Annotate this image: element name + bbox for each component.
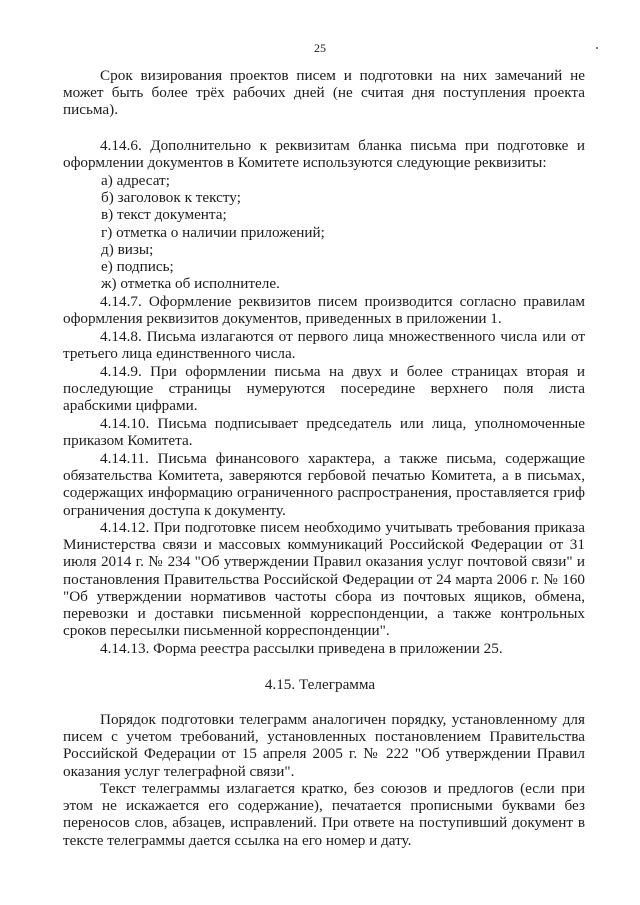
paragraph-telegram-procedure: Порядок подготовки телеграмм аналогичен порядку, установленному для писем с учетом требований, установленных постановлением Правительства Российской Федерации от 15 апреля 2005 г. № 222 "Об утверждении Правил оказания услуг телеграфной связи". (63, 711, 585, 780)
list-item: ж) отметка об исполнителе. (101, 275, 280, 293)
list-item: а) адресат; (101, 172, 170, 189)
paragraph-4-14-13: 4.14.13. Форма реестра рассылки приведена в приложении 25. (100, 640, 503, 657)
paragraph-4-14-6: 4.14.6. Дополнительно к реквизитам бланка письма при подготовке и оформлении документов в Комитете используются следующие реквизиты: (63, 137, 585, 172)
list-item: б) заголовок к тексту; (101, 189, 241, 207)
paragraph-approval-deadline: Срок визирования проектов писем и подготовки на них замечаний не может быть более трёх рабочих дней (не считая дня поступления проекта письма). (63, 67, 585, 119)
list-item: в) текст документа; (101, 206, 227, 224)
paragraph-telegram-text: Текст телеграммы излагается кратко, без союзов и предлогов (если при этом не искажается его содержание), печатается прописными буквами без переносов слов, абзацев, исправлений. При ответе на поступивший документ в тексте телеграммы дается ссылка на его номер и дату. (63, 780, 585, 849)
paragraph-4-14-12: 4.14.12. При подготовке писем необходимо учитывать требования приказа Министерства связи и массовых коммуникаций Российской Федерации от 31 июля 2014 г. № 234 "Об утверждении Правил оказания услуг почтовой связи" и постановления Правительства Российской Федерации от 24 марта 2006 г. № 160 "Об утверждении нормативов частоты сбора из почтовых ящиков, обмена, перевозки и доставки письменной корреспонденции, а также контрольных сроков пересылки письменной корреспонденции". (63, 519, 585, 640)
list-item: г) отметка о наличии приложений; (101, 223, 325, 241)
paragraph-4-14-10: 4.14.10. Письма подписывает председатель или лица, уполномоченные приказом Комитета. (63, 415, 585, 450)
section-heading-telegram: 4.15. Телеграмма (264, 676, 376, 693)
paragraph-4-14-11: 4.14.11. Письма финансового характера, а также письма, содержащие обязательства Комитета, заверяются гербовой печатью Комитета, а в письмах, содержащих информацию ограниченного распространения, проставляется гриф ограничения доступа к документу. (63, 450, 585, 519)
paragraph-4-14-9: 4.14.9. При оформлении письма на двух и более страницах вторая и последующие страницы нумеруются посередине верхнего поля листа арабскими цифрами. (63, 363, 585, 415)
list-item: е) подпись; (101, 258, 174, 276)
page-number: 25 (314, 41, 326, 55)
requisites-list (101, 172, 325, 292)
scan-speck (596, 47, 598, 49)
paragraph-4-14-8: 4.14.8. Письма излагаются от первого лица множественного числа или от третьего лица единственного числа. (63, 328, 585, 363)
list-item: д) визы; (101, 240, 154, 258)
paragraph-4-14-7: 4.14.7. Оформление реквизитов писем производится согласно правилам оформления реквизитов документов, приведенных в приложении 1. (63, 293, 585, 328)
